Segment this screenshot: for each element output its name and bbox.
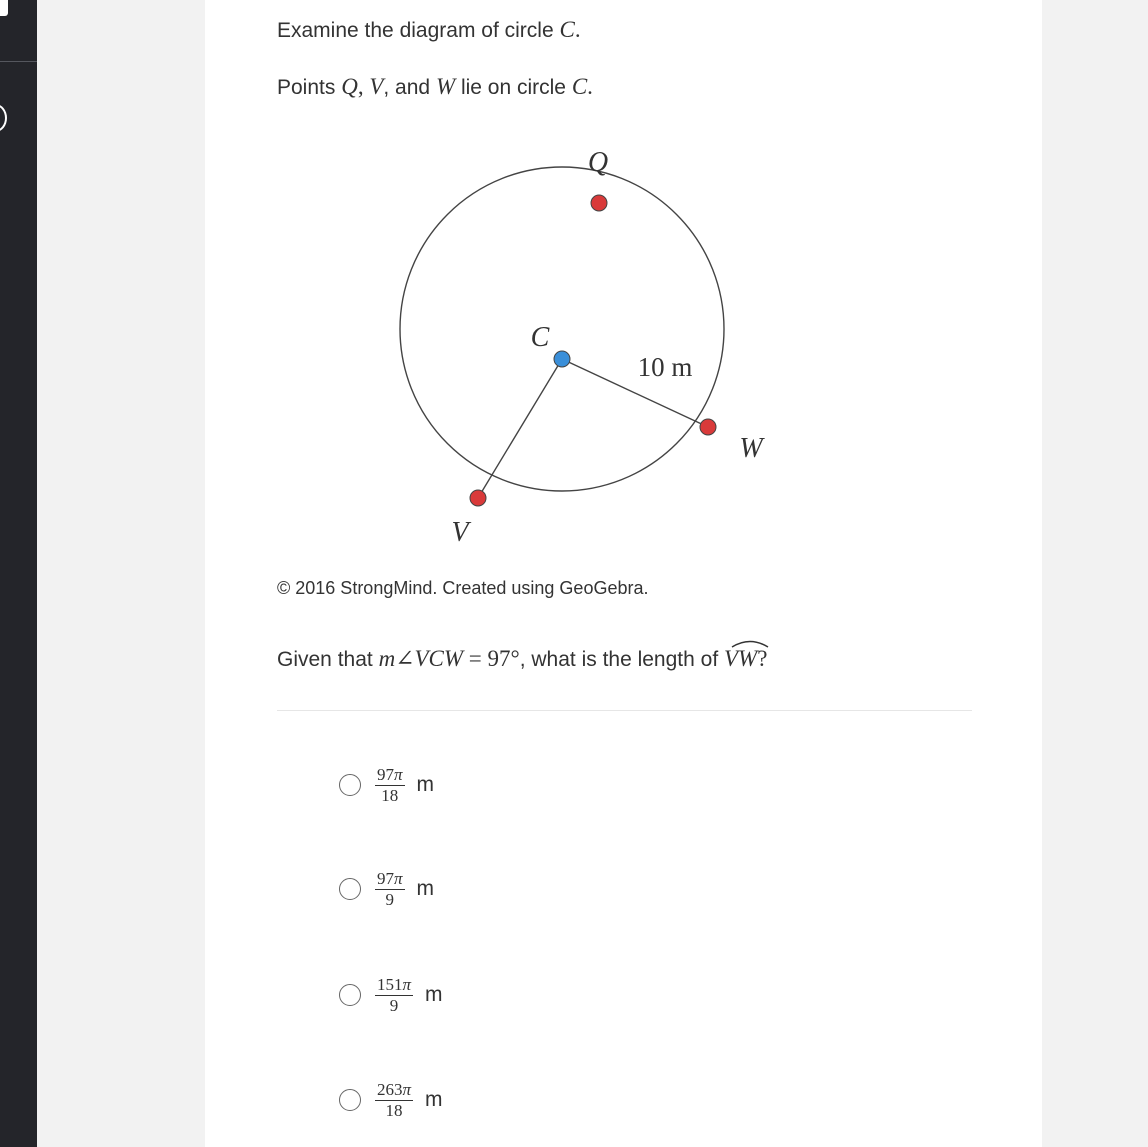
point-q-name: Q xyxy=(341,74,358,99)
intro-line-1 xyxy=(277,16,581,45)
question-mark: ? xyxy=(757,646,768,671)
angle-value: = 97° xyxy=(463,646,520,671)
circle-name: C xyxy=(571,74,588,99)
fraction xyxy=(375,870,405,909)
label-radius: 10 m xyxy=(637,352,693,382)
numerator xyxy=(375,1081,413,1101)
point-w-name: W xyxy=(435,74,456,99)
answer-option-4[interactable] xyxy=(339,1075,443,1125)
point-c xyxy=(554,351,570,367)
label-v: V xyxy=(451,517,469,548)
radius-cv xyxy=(478,359,562,498)
radio-button[interactable] xyxy=(339,774,361,796)
angle-symbol: ∠ xyxy=(395,646,415,671)
fraction xyxy=(375,976,413,1015)
pi-symbol: π xyxy=(402,1079,412,1099)
text-fragment: lie on circle xyxy=(455,76,572,99)
numerator-value: 97 xyxy=(377,868,394,888)
answer-option-3[interactable] xyxy=(339,970,443,1020)
numerator-value: 151 xyxy=(377,974,403,994)
numerator-value: 97 xyxy=(377,764,394,784)
image-credit: © 2016 StrongMind. Created using GeoGebra. xyxy=(277,578,649,598)
arc-name: VW xyxy=(724,646,758,671)
answer-option-1[interactable] xyxy=(339,760,434,810)
circle-name: C xyxy=(559,17,575,42)
fraction xyxy=(375,1081,413,1120)
intro-line-2 xyxy=(277,73,593,102)
point-v xyxy=(470,490,486,506)
comma: , xyxy=(357,74,370,99)
unit: m xyxy=(416,877,435,900)
period: . xyxy=(587,74,593,99)
circle-c xyxy=(400,167,724,491)
unit: m xyxy=(416,773,435,796)
question-panel xyxy=(205,0,1042,1147)
numerator xyxy=(375,870,405,890)
point-w xyxy=(700,419,716,435)
text-fragment: , what is the length of xyxy=(519,648,724,671)
fraction xyxy=(375,766,405,805)
circle-diagram xyxy=(365,130,815,560)
denominator: 9 xyxy=(389,995,399,1015)
left-sidebar xyxy=(0,0,37,1147)
text-fragment: Points xyxy=(277,76,342,99)
text-fragment: Given that xyxy=(277,648,379,671)
arc-notation xyxy=(724,645,757,674)
point-q xyxy=(591,195,607,211)
numerator xyxy=(375,976,413,996)
pi-symbol: π xyxy=(402,974,412,994)
unit: m xyxy=(425,983,443,1006)
label-q: Q xyxy=(587,147,609,178)
numerator-value: 263 xyxy=(377,1079,403,1099)
period: . xyxy=(574,17,581,42)
denominator: 18 xyxy=(381,785,399,805)
radio-button[interactable] xyxy=(339,878,361,900)
numerator xyxy=(375,766,405,786)
radio-button[interactable] xyxy=(339,984,361,1006)
intro-text: Examine the diagram of circle xyxy=(277,19,560,42)
pi-symbol: π xyxy=(394,868,403,888)
angle-name: VCW xyxy=(414,646,464,671)
pi-symbol: π xyxy=(394,764,403,784)
question-text xyxy=(277,645,767,674)
radio-button[interactable] xyxy=(339,1089,361,1111)
circle-icon[interactable] xyxy=(0,104,7,132)
menu-icon[interactable] xyxy=(0,0,8,16)
sidebar-divider xyxy=(0,61,37,62)
label-w: W xyxy=(739,433,763,464)
answer-option-2[interactable] xyxy=(339,864,434,914)
text-fragment: , and xyxy=(383,76,436,99)
denominator: 18 xyxy=(385,1100,403,1120)
denominator: 9 xyxy=(385,889,395,909)
point-v-name: V xyxy=(369,74,384,99)
divider xyxy=(277,710,972,711)
label-c: C xyxy=(530,322,550,353)
unit: m xyxy=(425,1088,443,1111)
measure-symbol: m xyxy=(378,646,396,671)
arc-icon xyxy=(730,638,770,648)
